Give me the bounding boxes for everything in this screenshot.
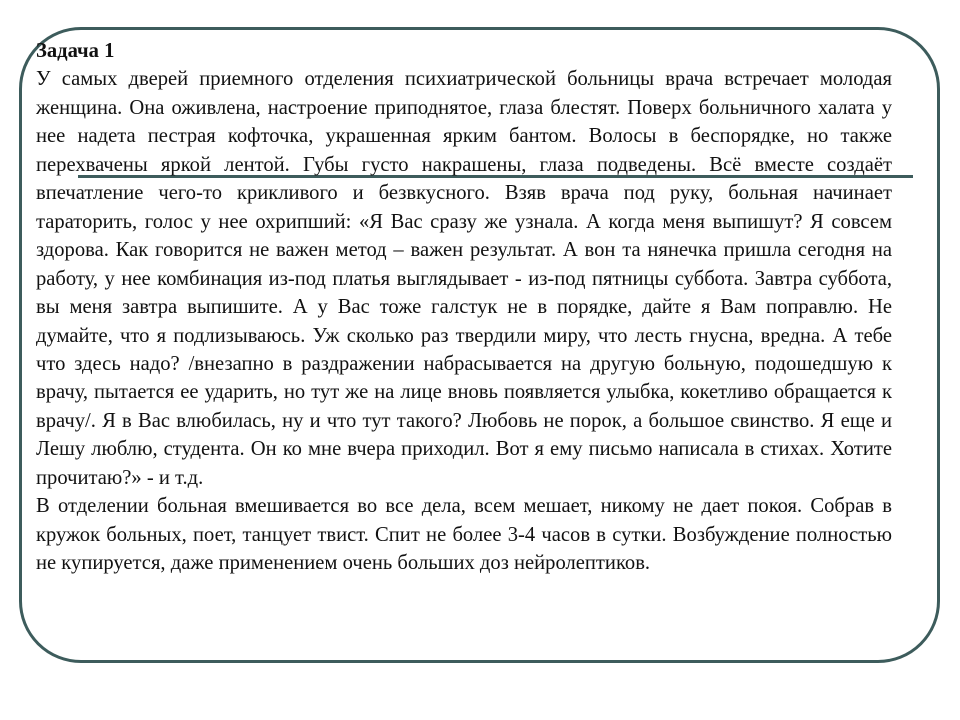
case-description-paragraph: У самых дверей приемного отделения психиатрической больницы врача встречает молодая женщина. Она оживлена, настроение приподнятое, глаза блестят. Поверх больничного халата у нее надета пестрая кофточка, украшенная ярким бантом. Волосы в беспорядке, но также перехвачены яркой лентой. Губы густо накрашены, глаза подведены. Всё вместе создаёт впечатление чего-то крикливого и безвкусного. Взяв врача под руку, больная начинает тараторить, голос у нее охрипший: «Я Вас сразу же узнала. А когда меня выпишут? Я совсем здорова. Как говорится не важен метод – важен результат. А вон та нянечка пришла сегодня на работу, у нее комбинация из-под платья выглядывает - из-под пятницы суббота. Завтра суббота, вы меня завтра выпишите. А у Вас тоже галстук не в порядке, дайте я Вам поправлю. Не думайте, что я подлизываюсь. Уж сколько раз твердили миру, что лесть гнусна, вредна. А тебе что здесь надо? /внезапно в раздражении набрасывается на другую больную, подошедшую к врачу, пытается ее ударить, но тут же на лице вновь появляется улыбка, кокетливо обращается к врачу/. Я в Вас влюбилась, ну и что тут такого? Любовь не порок, а большое свинство. Я еще и Лешу люблю, студента. Он ко мне вчера приходил. Вот я ему письмо написала в стихах. Хотите прочитаю?» - и т.д.: [36, 68, 892, 489]
ward-behavior-paragraph: В отделении больная вмешивается во все дела, всем мешает, никому не дает покоя. Собрав в кружок больных, поет, танцует твист. Спит не более 3-4 часов в сутки. Возбуждение полностью не купируется, даже применением очень больших доз нейролептиков.: [36, 495, 892, 575]
task-title: Задача 1: [36, 40, 115, 62]
task-content: [36, 37, 892, 578]
